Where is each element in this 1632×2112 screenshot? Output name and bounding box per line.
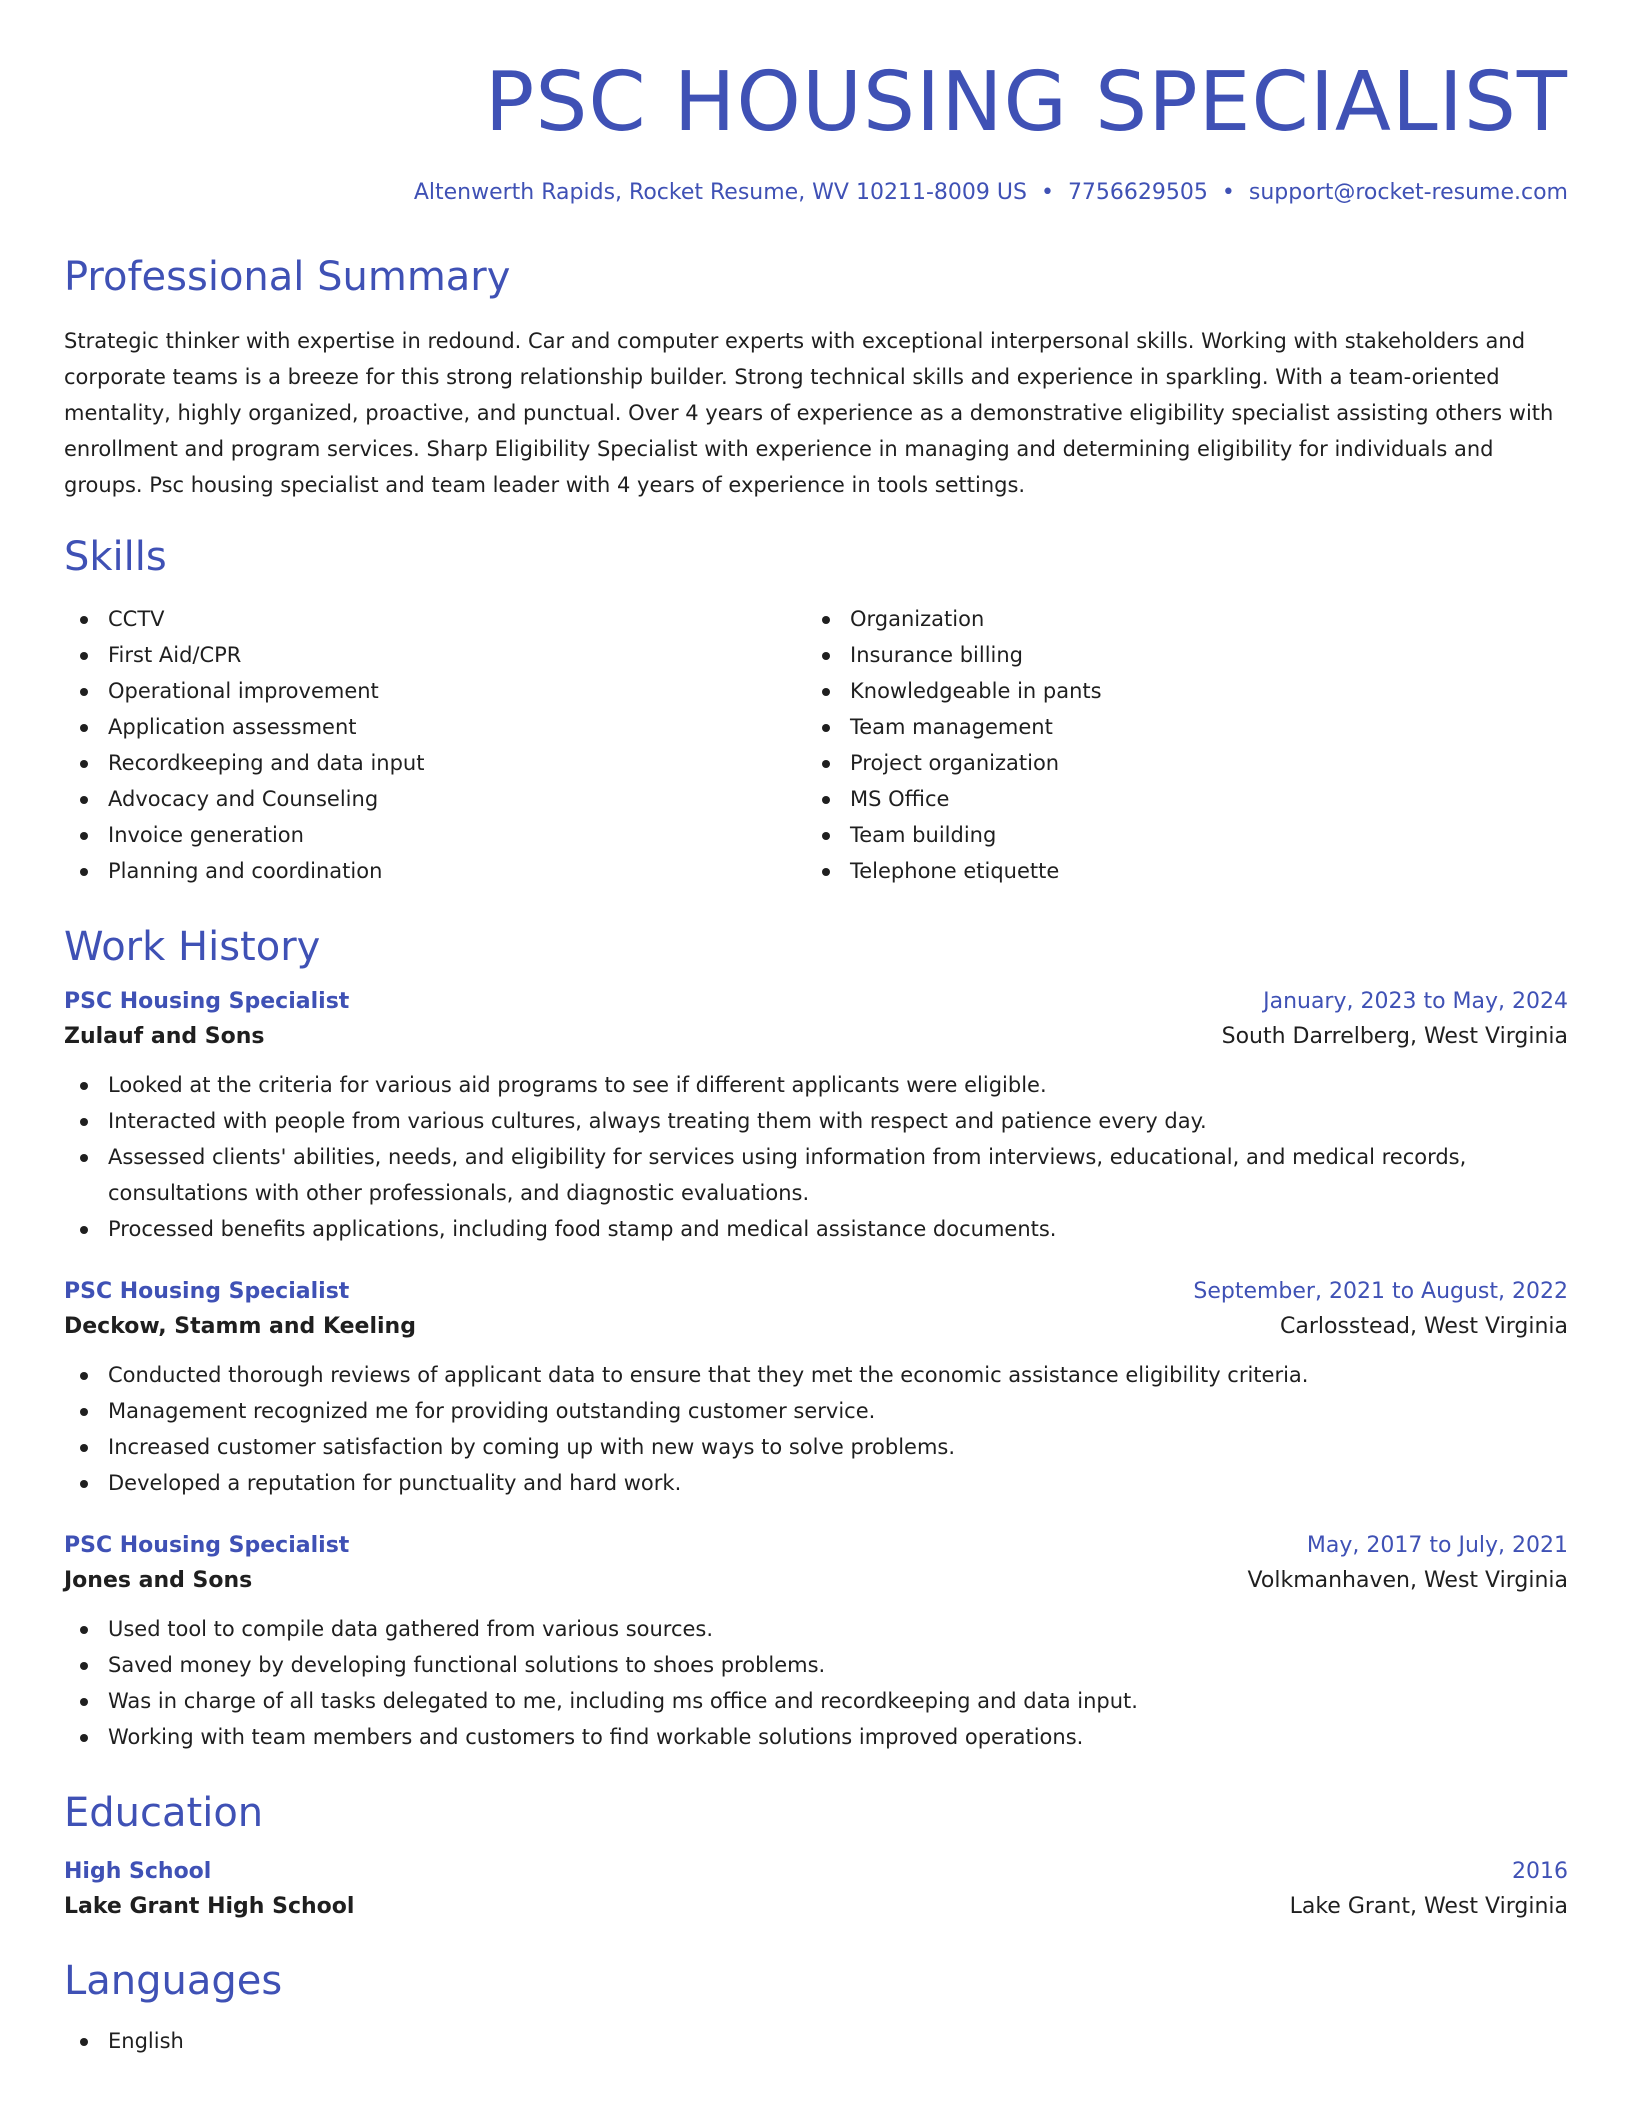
job-dates: May, 2017 to July, 2021 [1306,1533,1568,1558]
education-location: Lake Grant, West Virginia [1289,1894,1568,1919]
languages-heading: Languages [64,1958,283,2004]
job-location: South Darrelberg, West Virginia [1221,1024,1568,1049]
contact-phone: 7756629505 [1067,180,1208,205]
skill-item: Planning and coordination [64,853,806,889]
languages-list [64,2023,1568,2059]
job-company: Zulauf and Sons [64,1024,265,1049]
job-header-row [64,1533,1568,1558]
job-dates: September, 2021 to August, 2022 [1193,1279,1568,1304]
job-bullet: Processed benefits applications, including food stamp and medical assistance documents. [64,1211,1568,1247]
education-heading: Education [64,1790,264,1836]
skill-item: Insurance billing [806,637,1548,673]
summary-heading: Professional Summary [64,254,511,300]
job-location: Carlosstead, West Virginia [1279,1314,1568,1339]
contact-line [64,180,1568,205]
education-entry [64,1859,1568,1919]
skill-item: CCTV [64,601,806,637]
job-bullet: Management recognized me for providing outstanding customer service. [64,1393,1568,1429]
skill-item: Team management [806,709,1548,745]
contact-address: Altenwerth Rapids, Rocket Resume, WV 10211-8009 US [413,180,1027,205]
skill-item: Invoice generation [64,817,806,853]
job-bullet: Looked at the criteria for various aid programs to see if different applicants were eligible. [64,1067,1568,1103]
job-bullets [64,1357,1568,1501]
education-school: Lake Grant High School [64,1894,355,1919]
work-history-heading: Work History [64,924,321,970]
job-bullet: Increased customer satisfaction by coming up with new ways to solve problems. [64,1429,1568,1465]
job-bullet: Used tool to compile data gathered from various sources. [64,1611,1568,1647]
skills-list [64,601,1568,889]
job-company: Deckow, Stamm and Keeling [64,1314,416,1339]
job-dates: January, 2023 to May, 2024 [1263,989,1568,1014]
resume-page [64,0,1568,2059]
job-company: Jones and Sons [64,1568,253,1593]
job-location: Volkmanhaven, West Virginia [1247,1568,1568,1593]
skill-item: First Aid/CPR [64,637,806,673]
skill-item: MS Office [806,781,1548,817]
job-header-row [64,1279,1568,1304]
job-bullet: Developed a reputation for punctuality and hard work. [64,1465,1568,1501]
education-year: 2016 [1512,1859,1568,1884]
contact-email[interactable]: support@rocket-resume.com [1248,180,1568,205]
contact-separator: • [1221,180,1235,205]
job-bullet: Conducted thorough reviews of applicant data to ensure that they met the economic assistance eligibility criteria. [64,1357,1568,1393]
job-bullet: Saved money by developing functional solutions to shoes problems. [64,1647,1568,1683]
skill-item: Team building [806,817,1548,853]
education-header-row [64,1859,1568,1884]
resume-name: PSC HOUSING SPECIALIST [484,55,1568,150]
summary-text: Strategic thinker with expertise in redound. Car and computer experts with exceptional interpersonal skills. Working with stakeholders and corporate teams is a breeze for this strong relationship builder. Strong technical skills and experience in sparkling. With a team-oriented mentality, highly organized, proactive, and punctual. Over 4 years of experience as a demonstrative eligibility specialist assisting others with enrollment and program services. Sharp Eligibility Specialist with experience in managing and determining eligibility for individuals and groups. Psc housing specialist and team leader with 4 years of experience in tools settings. [64,329,1554,497]
job-entry [64,989,1568,1247]
job-bullet: Assessed clients' abilities, needs, and eligibility for services using information from interviews, educational, and medical records, consultations with other professionals, and diagnostic evaluations. [64,1139,1568,1211]
job-header-row [64,989,1568,1014]
skill-item: Organization [806,601,1548,637]
education-degree: High School [64,1859,212,1884]
job-bullet: Working with team members and customers to find workable solutions improved operations. [64,1719,1568,1755]
job-bullets [64,1067,1568,1247]
skills-heading: Skills [64,534,167,580]
job-company-row [64,1568,1568,1593]
skill-item: Recordkeeping and data input [64,745,806,781]
job-entry [64,1279,1568,1501]
job-entry [64,1533,1568,1755]
job-bullets [64,1611,1568,1755]
skill-item: Knowledgeable in pants [806,673,1548,709]
skill-item: Telephone etiquette [806,853,1548,889]
job-title: PSC Housing Specialist [64,1533,350,1558]
skill-item: Advocacy and Counseling [64,781,806,817]
job-title: PSC Housing Specialist [64,989,350,1014]
education-school-row [64,1894,1568,1919]
skills-column-right [806,601,1548,889]
skill-item: Project organization [806,745,1548,781]
skills-column-left [64,601,806,889]
job-company-row [64,1314,1568,1339]
skill-item: Application assessment [64,709,806,745]
language-item: English [64,2023,1568,2059]
job-title: PSC Housing Specialist [64,1279,350,1304]
job-bullet: Interacted with people from various cultures, always treating them with respect and patience every day. [64,1103,1568,1139]
skill-item: Operational improvement [64,673,806,709]
contact-separator: • [1040,180,1054,205]
job-company-row [64,1024,1568,1049]
job-bullet: Was in charge of all tasks delegated to me, including ms office and recordkeeping and data input. [64,1683,1568,1719]
